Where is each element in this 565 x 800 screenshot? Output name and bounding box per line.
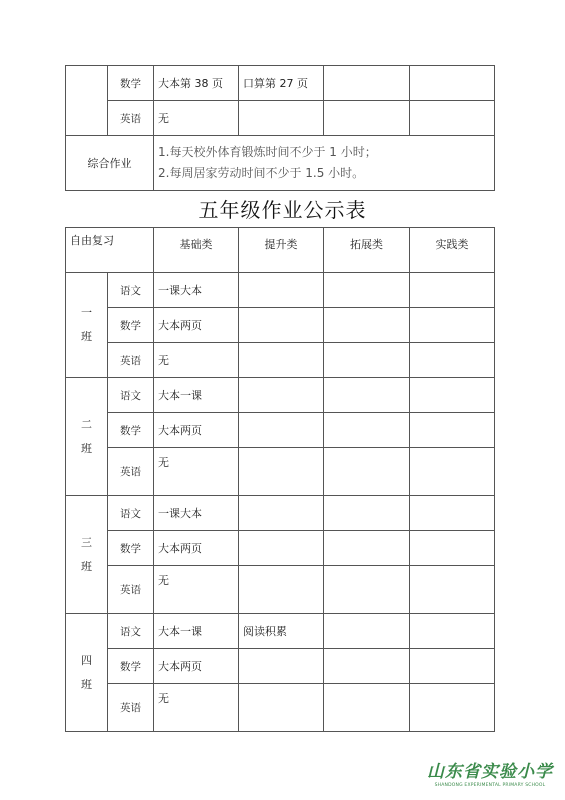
subject-cell: 语文 [108,496,154,531]
basic-cell: 无 [154,343,239,378]
table-row [66,66,495,101]
extend-cell [324,101,410,136]
extend-cell [324,66,410,101]
practice-cell [410,684,495,732]
subject-cell: 语文 [108,273,154,308]
practice-cell [410,101,495,136]
improve-cell [239,649,324,684]
basic-cell: 大本两页 [154,649,239,684]
basic-cell: 大本两页 [154,413,239,448]
extend-cell [324,378,410,413]
table-row [66,649,495,684]
top-homework-table [65,65,495,191]
table-row [66,614,495,649]
practice-cell [410,378,495,413]
table-row [66,378,495,413]
extend-cell [324,684,410,732]
class-char: 四 [81,653,92,667]
header-row [66,228,495,273]
extend-cell [324,531,410,566]
extend-cell [324,413,410,448]
practice-cell [410,496,495,531]
improve-cell: 口算第 27 页 [239,66,324,101]
basic-cell: 无 [154,684,239,732]
extend-cell [324,496,410,531]
extend-cell [324,614,410,649]
table-row [66,273,495,308]
subject-cell: 数学 [108,531,154,566]
improve-cell [239,413,324,448]
comprehensive-label: 综合作业 [66,136,154,191]
table-row [66,343,495,378]
extend-cell [324,649,410,684]
basic-cell: 大本一课 [154,614,239,649]
subject-cell: 语文 [108,614,154,649]
school-logo [427,757,553,788]
improve-cell [239,308,324,343]
improve-cell [239,684,324,732]
class-char: 二 [81,417,92,431]
basic-cell: 大本两页 [154,531,239,566]
improve-cell [239,496,324,531]
school-logo-english: SHANDONG EXPERIMENTAL PRIMARY SCHOOL [434,783,546,788]
comprehensive-line-1: 1.每天校外体育锻炼时间不少于 1 小时； [158,145,377,159]
table-row [66,413,495,448]
table-row [66,566,495,614]
extend-cell [324,273,410,308]
practice-cell [410,273,495,308]
practice-cell [410,448,495,496]
class-char: 一 [81,306,92,319]
table-row [66,101,495,136]
practice-cell [410,566,495,614]
header-improve: 提升类 [239,228,324,273]
page-title: 五年级作业公示表 [198,198,367,222]
practice-cell [410,614,495,649]
basic-cell: 大本第 38 页 [154,66,239,101]
comprehensive-row [66,136,495,191]
grade-five-homework-table [65,227,495,732]
practice-cell [410,66,495,101]
basic-cell: 大本两页 [154,308,239,343]
improve-cell [239,273,324,308]
table-row [66,496,495,531]
subject-cell: 英语 [108,448,154,496]
subject-cell: 英语 [108,101,154,136]
practice-cell [410,413,495,448]
subject-cell: 数学 [108,649,154,684]
extend-cell [324,343,410,378]
class-char: 三 [81,535,92,549]
table-row [66,531,495,566]
header-extend: 拓展类 [324,228,410,273]
corner-cell: 自由复习 [66,228,154,273]
subject-cell: 数学 [108,413,154,448]
subject-cell: 数学 [108,308,154,343]
improve-cell [239,448,324,496]
class-char: 班 [81,559,92,573]
class-char: 班 [81,677,92,691]
practice-cell [410,343,495,378]
practice-cell [410,531,495,566]
header-basic: 基础类 [154,228,239,273]
subject-cell: 英语 [108,566,154,614]
class-name-3 [66,496,108,614]
extend-cell [324,448,410,496]
subject-cell: 英语 [108,684,154,732]
basic-cell: 无 [154,101,239,136]
practice-cell [410,308,495,343]
class-cell [66,66,108,136]
table-row [66,448,495,496]
practice-cell [410,649,495,684]
subject-cell: 数学 [108,66,154,101]
subject-cell: 英语 [108,343,154,378]
basic-cell: 无 [154,566,239,614]
improve-cell [239,378,324,413]
improve-cell: 阅读积累 [239,614,324,649]
table-row [66,684,495,732]
header-practice: 实践类 [410,228,495,273]
extend-cell [324,566,410,614]
basic-cell: 大本一课 [154,378,239,413]
improve-cell [239,101,324,136]
basic-cell: 一课大本 [154,273,239,308]
school-logo-name: 山东省实验小学 [427,762,553,782]
class-char: 班 [81,441,92,455]
class-name-4 [66,614,108,732]
class-name-2 [66,378,108,496]
table-row [66,308,495,343]
improve-cell [239,343,324,378]
improve-cell [239,531,324,566]
basic-cell: 一课大本 [154,496,239,531]
basic-cell: 无 [154,448,239,496]
class-char: 班 [81,330,92,343]
improve-cell [239,566,324,614]
comprehensive-line-2: 2.每周居家劳动时间不少于 1.5 小时。 [158,166,365,180]
class-name-1 [66,273,108,378]
subject-cell: 语文 [108,378,154,413]
extend-cell [324,308,410,343]
comprehensive-content [154,136,495,191]
